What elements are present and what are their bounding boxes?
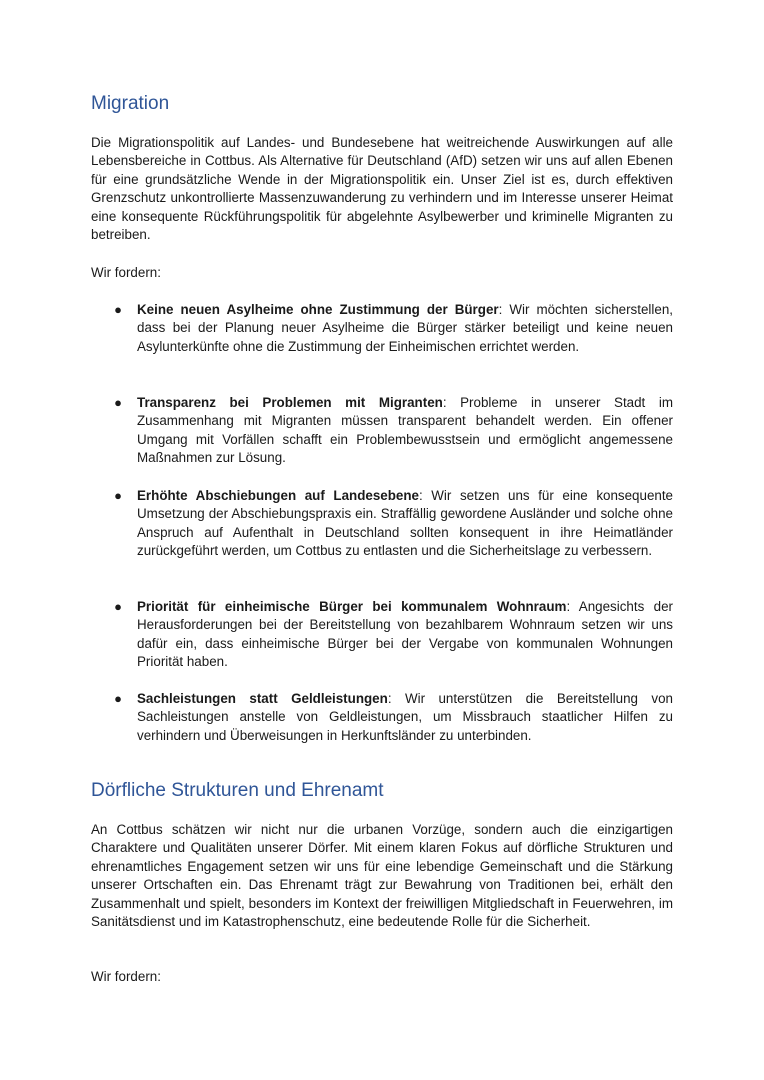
section-heading-doerfliche-strukturen: Dörfliche Strukturen und Ehrenamt	[91, 780, 384, 801]
bullet-icon: ●	[114, 691, 122, 706]
demand-item	[114, 598, 673, 672]
bullet-icon: ●	[114, 395, 122, 410]
section-intro-doerfliche-strukturen: An Cottbus schätzen wir nicht nur die urbanen Vorzüge, sondern auch die einzigartigen Charaktere und Qualitäten unserer Dörfer. Mit einem klaren Fokus auf dörfliche Strukturen und ehrenamtliches Engagement setzen wir uns für eine lebendige Gemeinschaft und die Stärkung unserer Ortschaften ein. Das Ehrenamt trägt zur Bewahrung von Traditionen bei, erhält den Zusammenhalt und spielt, besonders im Kontext der freiwilligen Mitgliedschaft in Feuerwehren, im Sanitätsdienst und im Katastrophenschutz, eine bedeutende Rolle für die Sicherheit.	[91, 822, 673, 930]
demand-text: : Wir setzen uns für eine konsequente Umsetzung der Abschiebungspraxis ein. Straffällig gewordene Ausländer und solche ohne Anspruch auf Aufenthalt in Deutschland sollten konsequent in ihre Heimatländer zurückgeführt werden, um Cottbus zu entlasten und die Sicherheitslage zu verbessern.	[137, 488, 674, 559]
demand-text: : Angesichts der Herausforderungen bei der Bereitstellung von bezahlbarem Wohnraum setzen wir uns dafür ein, dass einheimische Bürger bei der Vergabe von kommunalen Wohnungen Priorität haben.	[137, 599, 673, 670]
demand-item	[114, 394, 673, 468]
demands-label: Wir fordern:	[91, 969, 161, 984]
bullet-icon: ●	[114, 599, 122, 614]
demand-item	[114, 690, 674, 745]
demand-title: Keine neuen Asylheime ohne Zustimmung der Bürger	[137, 302, 499, 317]
demand-item	[114, 487, 674, 561]
demand-text: : Wir möchten sicherstellen, dass bei der Planung neuer Asylheime die Bürger stärker beteiligt und keine neuen Asylunterkünfte ohne die Zustimmung der Einheimischen errichtet werden.	[137, 302, 673, 354]
bullet-icon: ●	[114, 302, 122, 317]
section-heading-migration: Migration	[91, 93, 170, 114]
demand-item	[114, 301, 673, 356]
demand-title: Transparenz bei Problemen mit Migranten	[137, 395, 443, 410]
demands-label: Wir fordern:	[91, 265, 161, 280]
demand-title: Sachleistungen statt Geldleistungen	[137, 691, 388, 706]
demand-title: Priorität für einheimische Bürger bei kommunalem Wohnraum	[137, 599, 567, 614]
demand-text: : Probleme in unserer Stadt im Zusammenhang mit Migranten müssen transparent behandelt werden. Ein offener Umgang mit Vorfällen schafft ein Problembewusstsein und ermöglicht angemessene Maßnahmen zur Lösung.	[137, 395, 673, 466]
bullet-icon: ●	[114, 488, 122, 503]
demand-title: Erhöhte Abschiebungen auf Landesebene	[137, 488, 419, 503]
demand-text: : Wir unterstützen die Bereitstellung von Sachleistungen anstelle von Geldleistungen, um Missbrauch staatlicher Hilfen zu verhindern und Überweisungen in Herkunftsländer zu unterbinden.	[137, 691, 674, 743]
section-intro-migration: Die Migrationspolitik auf Landes- und Bundesebene hat weitreichende Auswirkungen auf alle Lebensbereiche in Cottbus. Als Alternative für Deutschland (AfD) setzen wir uns auf allen Ebenen für eine grundsätzliche Wende in der Migrationspolitik ein. Unser Ziel ist es, durch effektiven Grenzschutz unkontrollierte Massenzuwanderung zu verhindern und im Interesse unserer Heimat eine konsequente Rückführungspolitik für abgelehnte Asylbewerber und kriminelle Migranten zu betreiben.	[91, 135, 673, 243]
